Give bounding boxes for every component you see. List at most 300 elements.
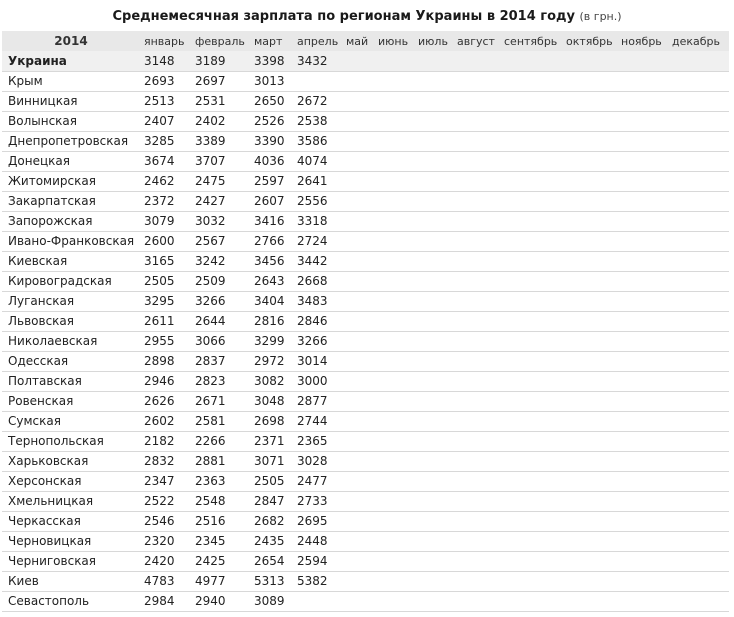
salary-cell [453, 311, 500, 331]
salary-cell: 3416 [254, 214, 285, 228]
salary-cell [453, 451, 500, 471]
salary-cell [342, 471, 374, 491]
salary-cell [617, 151, 668, 171]
region-name: Кировоградская [8, 274, 112, 288]
salary-cell [562, 591, 617, 611]
salary-cell [668, 51, 729, 71]
salary-cell: 3089 [254, 594, 285, 608]
salary-cell [453, 551, 500, 571]
salary-cell [562, 111, 617, 131]
table-row [2, 371, 729, 391]
salary-cell [293, 591, 342, 611]
salary-cell [414, 151, 453, 171]
salary-cell [668, 431, 729, 451]
salary-cell [500, 391, 562, 411]
salary-cell: 2695 [297, 514, 328, 528]
salary-cell: 2672 [297, 94, 328, 108]
salary-cell [562, 171, 617, 191]
salary-cell [453, 271, 500, 291]
salary-cell [668, 471, 729, 491]
salary-cell [562, 91, 617, 111]
salary-cell [617, 231, 668, 251]
salary-cell: 2427 [195, 194, 226, 208]
salary-cell [668, 271, 729, 291]
table-row [2, 591, 729, 611]
region-name: Хмельницкая [8, 494, 94, 508]
salary-cell [562, 511, 617, 531]
salary-cell [374, 531, 414, 551]
table-row [2, 251, 729, 271]
salary-cell [374, 111, 414, 131]
salary-cell [453, 531, 500, 551]
salary-cell: 3082 [254, 374, 285, 388]
salary-cell: 3079 [144, 214, 175, 228]
salary-cell [374, 571, 414, 591]
salary-cell [668, 211, 729, 231]
salary-cell [500, 351, 562, 371]
salary-cell: 2733 [297, 494, 328, 508]
salary-cell [617, 551, 668, 571]
salary-cell: 2347 [144, 474, 175, 488]
salary-cell [374, 151, 414, 171]
salary-cell: 2654 [254, 554, 285, 568]
salary-cell: 2607 [254, 194, 285, 208]
table-row [2, 131, 729, 151]
table-row [2, 331, 729, 351]
salary-cell [414, 231, 453, 251]
region-name: Тернопольская [8, 434, 104, 448]
salary-cell: 3707 [195, 154, 226, 168]
salary-cell: 2955 [144, 334, 175, 348]
salary-cell [414, 271, 453, 291]
salary-cell [500, 371, 562, 391]
salary-cell [617, 251, 668, 271]
table-row [2, 391, 729, 411]
salary-cell: 2435 [254, 534, 285, 548]
region-name: Сумская [8, 414, 61, 428]
salary-cell: 2846 [297, 314, 328, 328]
salary-cell: 2581 [195, 414, 226, 428]
salary-cell [500, 471, 562, 491]
salary-cell: 2693 [144, 74, 175, 88]
salary-cell: 2847 [254, 494, 285, 508]
region-name: Одесская [8, 354, 69, 368]
salary-cell [374, 411, 414, 431]
salary-cell [374, 511, 414, 531]
salary-cell [342, 571, 374, 591]
salary-cell: 2816 [254, 314, 285, 328]
salary-cell [342, 211, 374, 231]
salary-cell [342, 291, 374, 311]
region-name: Волынская [8, 114, 77, 128]
salary-cell [562, 451, 617, 471]
salary-cell: 2513 [144, 94, 175, 108]
salary-cell [500, 591, 562, 611]
salary-cell [374, 51, 414, 71]
table-row [2, 231, 729, 251]
salary-cell [562, 271, 617, 291]
salary-cell [562, 551, 617, 571]
salary-cell [562, 291, 617, 311]
salary-cell [668, 571, 729, 591]
salary-cell: 2643 [254, 274, 285, 288]
salary-cell [617, 571, 668, 591]
salary-cell [453, 91, 500, 111]
salary-cell: 3028 [297, 454, 328, 468]
salary-cell [414, 51, 453, 71]
salary-cell [453, 491, 500, 511]
salary-cell [453, 231, 500, 251]
salary-cell: 4977 [195, 574, 226, 588]
salary-cell [617, 211, 668, 231]
salary-cell [342, 411, 374, 431]
table-row [2, 451, 729, 471]
salary-cell [500, 511, 562, 531]
salary-cell: 2832 [144, 454, 175, 468]
salary-cell: 3456 [254, 254, 285, 268]
salary-cell: 2650 [254, 94, 285, 108]
salary-cell [414, 251, 453, 271]
region-name: Черниговская [8, 554, 97, 568]
salary-cell [500, 291, 562, 311]
salary-cell [453, 471, 500, 491]
salary-cell [562, 51, 617, 71]
salary-cell [414, 411, 453, 431]
salary-cell [500, 431, 562, 451]
salary-cell: 2881 [195, 454, 226, 468]
salary-cell [617, 131, 668, 151]
salary-cell: 2682 [254, 514, 285, 528]
salary-cell [500, 131, 562, 151]
salary-cell [500, 111, 562, 131]
salary-cell: 2766 [254, 234, 285, 248]
salary-cell: 2531 [195, 94, 226, 108]
salary-cell [374, 191, 414, 211]
salary-cell: 2837 [195, 354, 226, 368]
salary-cell: 2516 [195, 514, 226, 528]
salary-cell: 2182 [144, 434, 175, 448]
salary-cell [617, 531, 668, 551]
region-name: Киевская [8, 254, 68, 268]
salary-cell [500, 491, 562, 511]
salary-cell [414, 311, 453, 331]
salary-cell [617, 411, 668, 431]
salary-cell [414, 131, 453, 151]
salary-cell: 2345 [195, 534, 226, 548]
salary-cell [453, 191, 500, 211]
salary-cell: 2697 [195, 74, 226, 88]
table-row [2, 91, 729, 111]
salary-cell: 2509 [195, 274, 226, 288]
salary-cell [453, 391, 500, 411]
salary-cell: 3148 [144, 53, 175, 68]
salary-cell: 3432 [297, 53, 328, 68]
salary-cell [342, 591, 374, 611]
table-row [2, 471, 729, 491]
salary-cell [617, 491, 668, 511]
salary-cell [342, 391, 374, 411]
salary-cell [617, 171, 668, 191]
salary-cell [374, 171, 414, 191]
salary-cell: 2402 [195, 114, 226, 128]
month-header-january: январь [144, 34, 185, 48]
salary-cell: 2477 [297, 474, 328, 488]
table-row [2, 211, 729, 231]
month-header-december: декабрь [672, 34, 721, 48]
salary-cell [342, 71, 374, 91]
salary-cell [453, 51, 500, 71]
salary-cell [342, 271, 374, 291]
salary-cell [500, 331, 562, 351]
salary-cell [617, 91, 668, 111]
salary-cell: 2972 [254, 354, 285, 368]
salary-cell [374, 231, 414, 251]
salary-cell [500, 191, 562, 211]
salary-cell [668, 251, 729, 271]
salary-cell [414, 551, 453, 571]
month-header-september: сентябрь [504, 34, 558, 48]
salary-cell [500, 171, 562, 191]
salary-cell [617, 51, 668, 71]
salary-cell [500, 451, 562, 471]
salary-cell [562, 331, 617, 351]
salary-cell: 3318 [297, 214, 328, 228]
salary-cell [342, 371, 374, 391]
table-row [2, 411, 729, 431]
year-header: 2014 [54, 34, 88, 48]
salary-cell [453, 251, 500, 271]
salary-cell: 2526 [254, 114, 285, 128]
salary-cell: 3165 [144, 254, 175, 268]
salary-cell: 3299 [254, 334, 285, 348]
salary-cell [342, 231, 374, 251]
salary-cell [414, 371, 453, 391]
salary-cell [617, 391, 668, 411]
salary-cell [500, 411, 562, 431]
month-header-may: май [346, 34, 369, 48]
region-name: Харьковская [8, 454, 89, 468]
salary-cell: 2940 [195, 594, 226, 608]
salary-cell [414, 531, 453, 551]
salary-cell [668, 511, 729, 531]
table-row [2, 491, 729, 511]
salary-cell: 2448 [297, 534, 328, 548]
salary-cell [500, 251, 562, 271]
salary-cell: 3586 [297, 134, 328, 148]
salary-cell [617, 451, 668, 471]
salary-cell: 3674 [144, 154, 175, 168]
salary-cell [374, 451, 414, 471]
salary-cell [374, 551, 414, 571]
salary-cell [414, 211, 453, 231]
salary-cell [414, 391, 453, 411]
salary-cell: 2597 [254, 174, 285, 188]
salary-cell [617, 291, 668, 311]
salary-cell [453, 151, 500, 171]
salary-cell [374, 211, 414, 231]
salary-cell [617, 331, 668, 351]
salary-cell: 2505 [254, 474, 285, 488]
salary-cell: 2425 [195, 554, 226, 568]
table-row [2, 291, 729, 311]
salary-cell [562, 371, 617, 391]
salary-cell [374, 251, 414, 271]
salary-cell: 2600 [144, 234, 175, 248]
salary-cell [453, 431, 500, 451]
salary-cell [414, 291, 453, 311]
table-row [2, 551, 729, 571]
region-name: Крым [8, 74, 43, 88]
salary-cell: 4074 [297, 154, 328, 168]
salary-cell [668, 291, 729, 311]
salary-cell: 3483 [297, 294, 328, 308]
salary-cell: 3442 [297, 254, 328, 268]
salary-cell: 2668 [297, 274, 328, 288]
salary-cell: 3242 [195, 254, 226, 268]
salary-cell [342, 431, 374, 451]
salary-cell: 2877 [297, 394, 328, 408]
salary-cell [453, 571, 500, 591]
salary-cell [374, 91, 414, 111]
salary-cell [453, 171, 500, 191]
salary-cell [374, 271, 414, 291]
salary-cell [562, 351, 617, 371]
salary-cell [414, 111, 453, 131]
salary-cell [374, 331, 414, 351]
month-header-april: апрель [297, 34, 339, 48]
salary-cell: 2556 [297, 194, 328, 208]
salary-cell [453, 351, 500, 371]
salary-cell: 3266 [297, 334, 328, 348]
salary-cell [500, 91, 562, 111]
salary-cell [562, 471, 617, 491]
salary-cell [617, 271, 668, 291]
salary-cell: 3189 [195, 53, 226, 68]
salary-cell [562, 231, 617, 251]
salary-cell [668, 71, 729, 91]
salary-cell: 3048 [254, 394, 285, 408]
month-header-february: февраль [195, 34, 245, 48]
salary-cell [414, 331, 453, 351]
salary-cell [668, 371, 729, 391]
month-header-november: ноябрь [621, 34, 662, 48]
region-name: Винницкая [8, 94, 78, 108]
salary-cell: 5313 [254, 574, 285, 588]
salary-cell [414, 511, 453, 531]
salary-cell [453, 111, 500, 131]
salary-cell [668, 591, 729, 611]
salary-cell: 2365 [297, 434, 328, 448]
table-row [2, 311, 729, 331]
month-header-october: октябрь [566, 34, 613, 48]
salary-cell [453, 131, 500, 151]
salary-cell: 2462 [144, 174, 175, 188]
month-header-june: июнь [378, 34, 409, 48]
salary-cell [500, 531, 562, 551]
salary-cell [668, 311, 729, 331]
salary-cell [414, 91, 453, 111]
region-name: Черновицкая [8, 534, 92, 548]
salary-cell [342, 511, 374, 531]
salary-cell [374, 131, 414, 151]
month-header-july: июль [418, 34, 448, 48]
salary-cell [453, 511, 500, 531]
table-body [2, 51, 729, 611]
salary-cell [617, 311, 668, 331]
salary-cell: 2266 [195, 434, 226, 448]
salary-cell [562, 191, 617, 211]
salary-cell [374, 291, 414, 311]
salary-cell [414, 571, 453, 591]
table-row [2, 511, 729, 531]
salary-cell: 3066 [195, 334, 226, 348]
region-name: Полтавская [8, 374, 82, 388]
salary-cell: 3389 [195, 134, 226, 148]
salary-cell [342, 331, 374, 351]
region-name: Ивано-Франковская [8, 234, 135, 248]
salary-cell [500, 151, 562, 171]
salary-cell [562, 431, 617, 451]
salary-cell [374, 471, 414, 491]
salary-cell [500, 571, 562, 591]
region-name: Луганская [8, 294, 75, 308]
salary-cell: 3032 [195, 214, 226, 228]
salary-cell: 3390 [254, 134, 285, 148]
salary-cell: 3000 [297, 374, 328, 388]
salary-cell [668, 451, 729, 471]
salary-cell [414, 171, 453, 191]
salary-cell [668, 91, 729, 111]
salary-cell: 3071 [254, 454, 285, 468]
salary-cell: 2641 [297, 174, 328, 188]
salary-cell [562, 151, 617, 171]
salary-cell [453, 211, 500, 231]
salary-cell: 2475 [195, 174, 226, 188]
salary-cell [374, 351, 414, 371]
table-row [2, 351, 729, 371]
salary-cell: 2898 [144, 354, 175, 368]
salary-cell [562, 71, 617, 91]
salary-cell: 3404 [254, 294, 285, 308]
salary-cell [500, 211, 562, 231]
table-row [2, 111, 729, 131]
salary-cell [562, 211, 617, 231]
salary-cell: 4036 [254, 154, 285, 168]
salary-cell: 3014 [297, 354, 328, 368]
salary-cell [668, 331, 729, 351]
table-row [2, 431, 729, 451]
salary-cell: 2823 [195, 374, 226, 388]
salary-cell [500, 51, 562, 71]
salary-cell [342, 51, 374, 71]
salary-cell [500, 311, 562, 331]
salary-cell: 2602 [144, 414, 175, 428]
salary-cell [500, 71, 562, 91]
salary-cell [453, 71, 500, 91]
salary-cell [342, 451, 374, 471]
salary-cell [342, 131, 374, 151]
salary-cell: 2611 [144, 314, 175, 328]
salary-cell: 3295 [144, 294, 175, 308]
salary-cell [668, 131, 729, 151]
salary-cell: 2407 [144, 114, 175, 128]
salary-cell [617, 511, 668, 531]
salary-cell [374, 431, 414, 451]
month-header-march: март [254, 34, 283, 48]
salary-cell [374, 71, 414, 91]
salary-cell [342, 531, 374, 551]
salary-cell [562, 411, 617, 431]
